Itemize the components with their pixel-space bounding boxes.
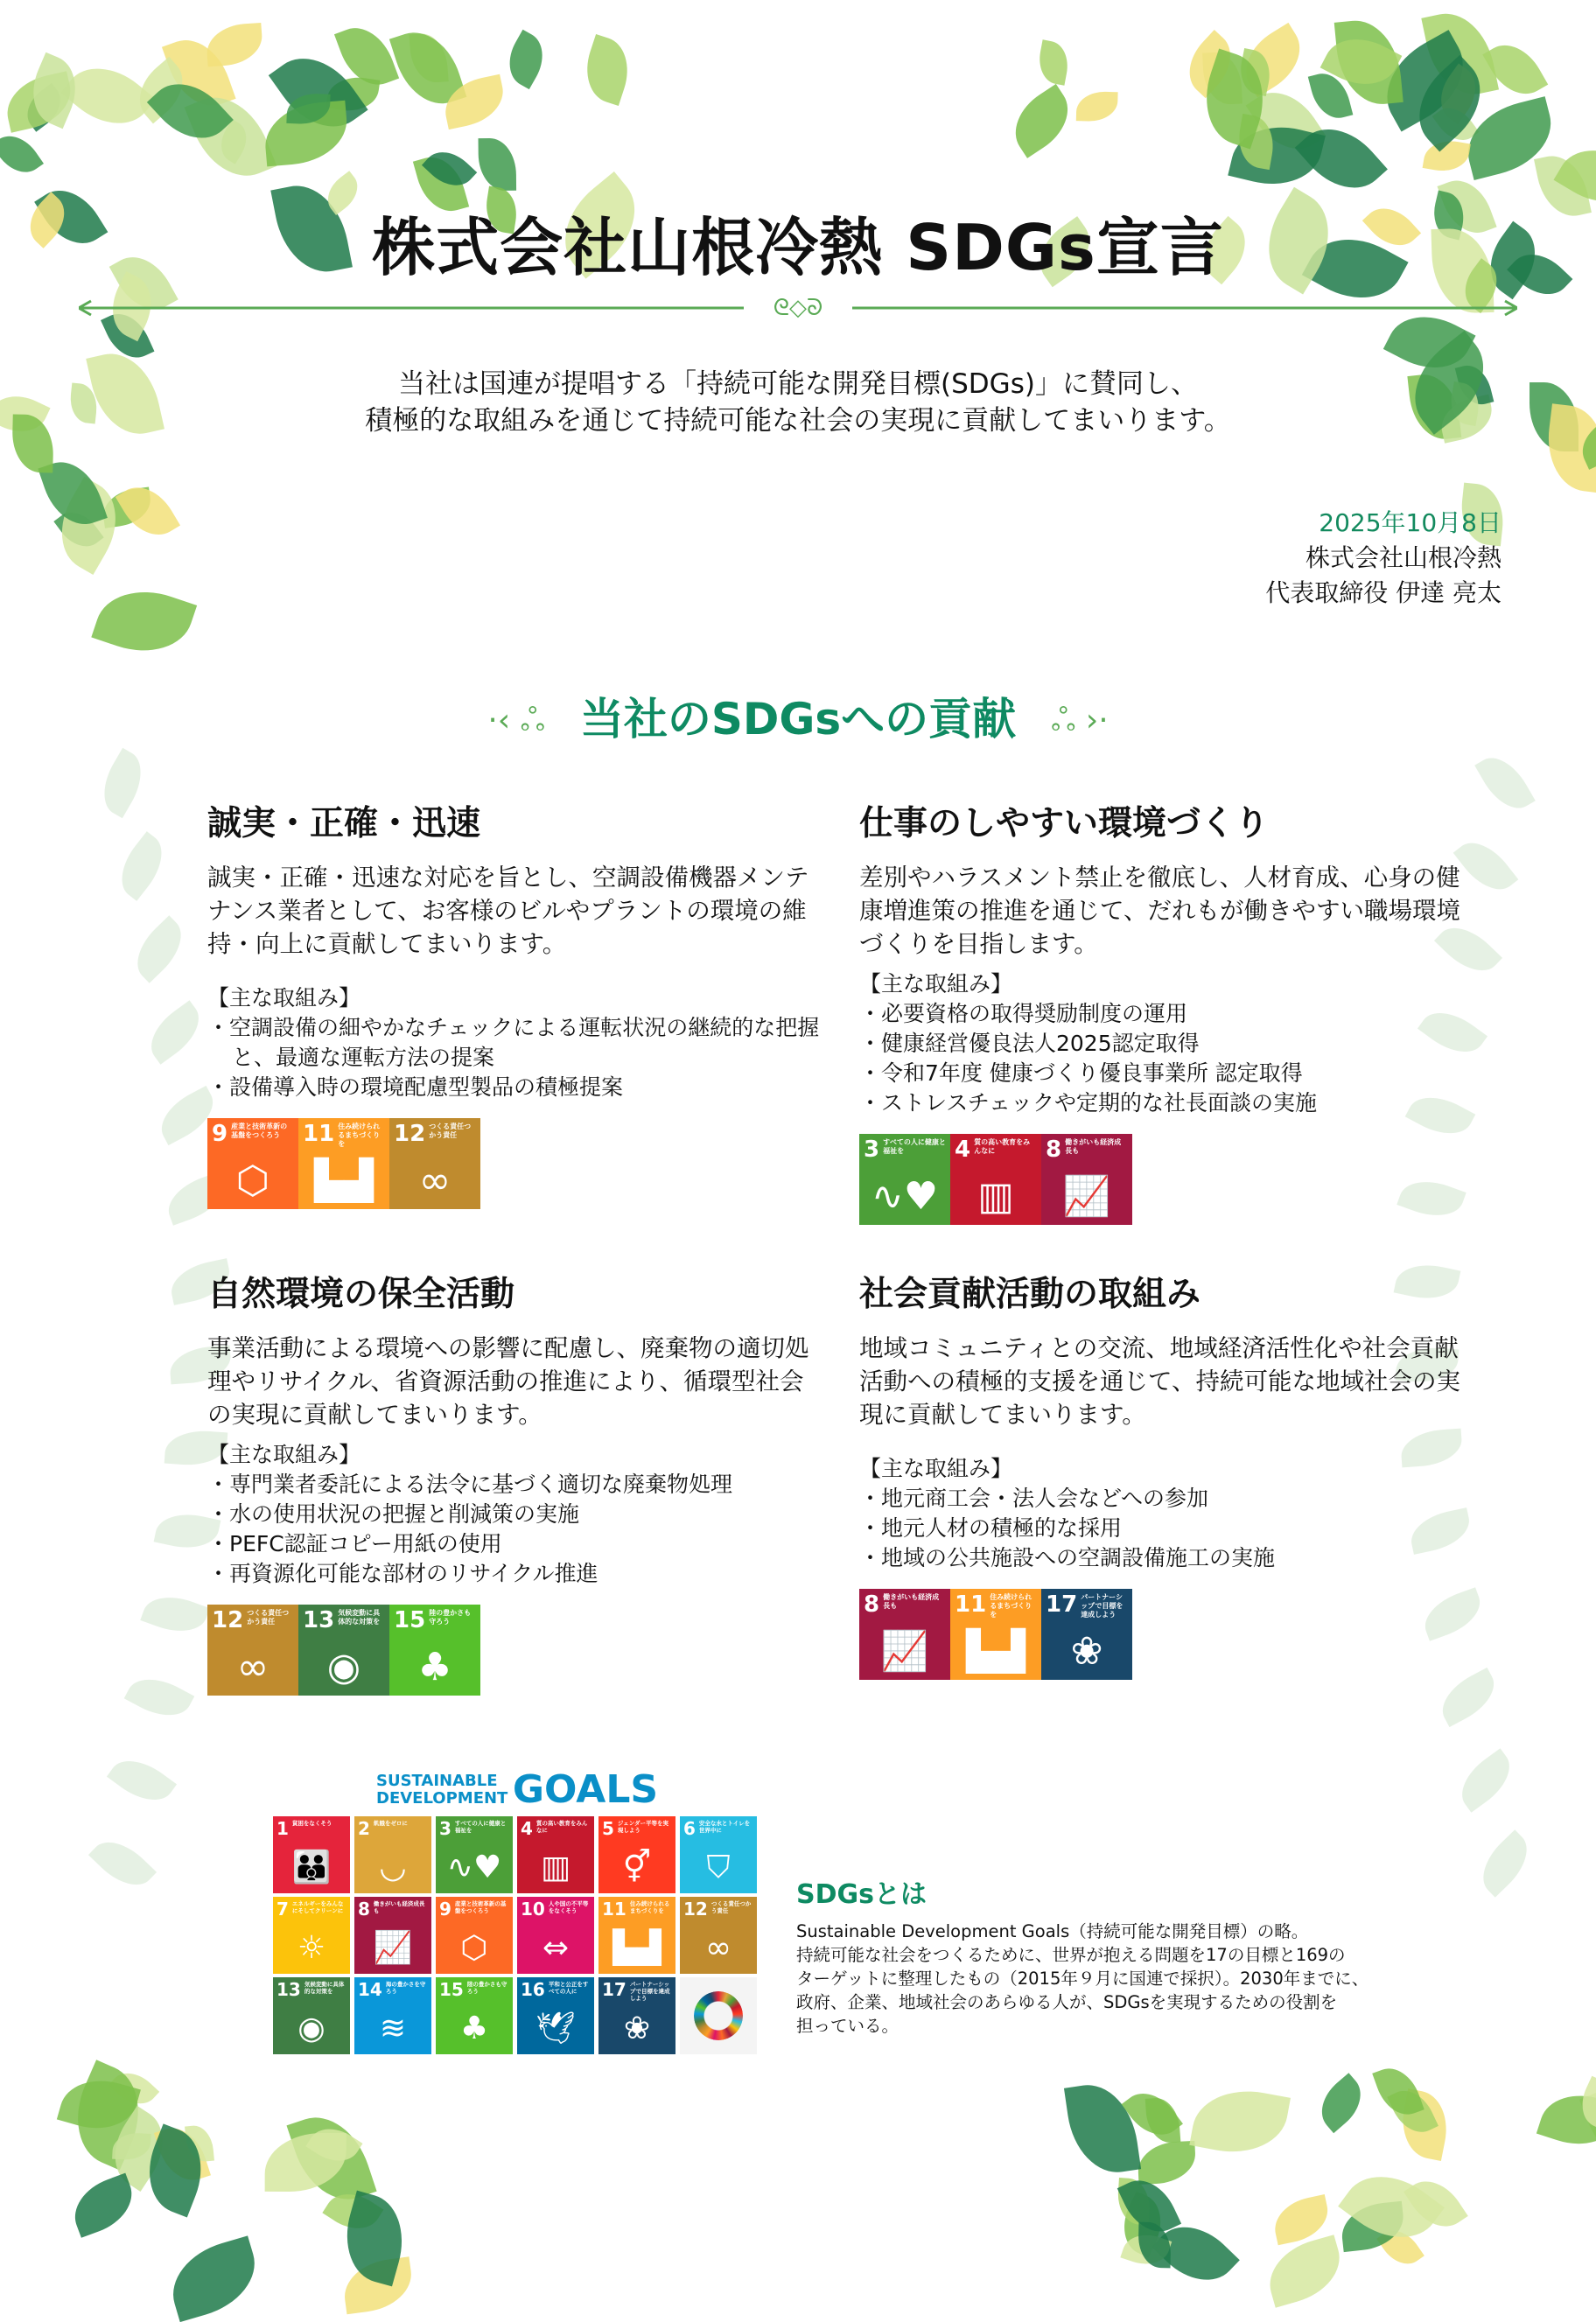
goal-number: 17 — [602, 1979, 626, 2000]
card-description: 誠実・正確・迅速な対応を旨とし、空調設備機器メンテナンス業者として、お客様のビルやプラントの環境の維持・向上に貢献してまいります。 — [207, 864, 809, 958]
leaf-icon — [162, 2236, 265, 2322]
laurel-leaf-icon — [92, 748, 153, 819]
goal-label: 陸の豊かさも守ろう — [466, 1981, 508, 1995]
goal-label: 住み続けられるまちづくりを — [990, 1593, 1032, 1619]
goal-number: 8 — [358, 1899, 370, 1920]
book-icon: ▥ — [977, 1174, 1014, 1219]
card-title: 仕事のしやすい環境づくり — [859, 804, 1270, 843]
goal-number: 2 — [358, 1818, 370, 1839]
initiatives-label: 【主な取組み】 — [859, 971, 1013, 997]
info-text: 政府、企業、地域社会のあらゆる人が、SDGsを実現するための役割を — [796, 1992, 1338, 2012]
goal-label: 飢餓をゼロに — [373, 1820, 408, 1827]
sdg-wheel-icon — [680, 1977, 757, 2054]
company-name: 株式会社山根冷熱 — [1305, 543, 1502, 572]
card-integrity — [207, 796, 820, 1209]
growth-icon: 📈 — [373, 1930, 413, 1966]
bowl-icon: ◡ — [379, 1850, 407, 1885]
city-icon: ▙▟ — [612, 1930, 662, 1966]
dove-icon: 🕊 — [536, 2011, 576, 2046]
goal-label: 陸の豊かさも守ろう — [429, 1609, 472, 1626]
list-item: ・地元商工会・法人会などへの参加 — [859, 1486, 1209, 1511]
fish-icon: ≋ — [379, 2011, 407, 2046]
goal-number: 8 — [1046, 1137, 1062, 1163]
card-environment — [207, 1267, 820, 1696]
initiatives-list — [859, 1484, 1472, 1573]
leaf-icon — [1310, 2073, 1372, 2133]
goal-number: 5 — [602, 1818, 614, 1839]
leaf-icon — [205, 23, 263, 66]
sdg-goal-12-tile — [207, 1605, 298, 1696]
goal-number: 10 — [521, 1899, 545, 1920]
initiatives-label: 【主な取組み】 — [859, 1456, 1013, 1481]
heartbeat-icon: ∿♥ — [446, 1850, 502, 1885]
goal-label: 働きがいも経済成長も — [883, 1593, 940, 1610]
goal-number: 7 — [276, 1899, 289, 1920]
goal-label: 貧困をなくそう — [291, 1820, 332, 1827]
sdg-goal-14-tile — [354, 1977, 431, 2054]
goal-number: 1 — [276, 1818, 289, 1839]
goal-label: 住み続けられるまちづくりを — [629, 1900, 670, 1914]
declaration-date: 2025年10月8日 — [1319, 508, 1502, 537]
sdg-icons — [859, 1589, 1472, 1680]
leaf-icon — [1035, 40, 1072, 87]
goal-label: 質の高い教育をみんなに — [536, 1820, 588, 1834]
sdg-icons — [207, 1118, 820, 1209]
list-item: ・健康経営優良法人2025認定取得 — [859, 1031, 1200, 1056]
sdg-goal-12-tile — [680, 1897, 757, 1974]
list-item: ・令和7年度 健康づくり優良事業所 認定取得 — [859, 1060, 1303, 1086]
sdg-goal-3-tile — [859, 1134, 950, 1225]
goal-number: 6 — [683, 1818, 696, 1839]
ornament-left-icon: ·‹ ஃ — [487, 702, 545, 738]
goal-label: 安全な水とトイレを世界中に — [698, 1820, 751, 1834]
goal-label: すべての人に健康と福祉を — [454, 1820, 507, 1834]
list-item: ・必要資格の取得奨励制度の運用 — [859, 1001, 1188, 1026]
info-text: Sustainable Development Goals（持続可能な開発目標）の略。 — [796, 1921, 1309, 1941]
sdg-goal-9-tile — [436, 1897, 513, 1974]
family-icon: 👪 — [291, 1850, 332, 1885]
cubes-icon: ⬡ — [460, 1930, 488, 1966]
laurel-leaf-icon — [125, 915, 193, 983]
list-item: ・再資源化可能な部材のリサイクル推進 — [207, 1561, 598, 1586]
initiatives-list — [207, 1470, 820, 1589]
laurel-leaf-icon — [1474, 748, 1536, 819]
list-item: ・水の使用状況の把握と削減策の実施 — [207, 1501, 580, 1527]
laurel-leaf-icon — [106, 1748, 176, 1813]
leaf-icon — [1189, 2081, 1291, 2162]
goal-number: 9 — [439, 1899, 452, 1920]
laurel-leaf-icon — [140, 1000, 210, 1065]
sdg-goal-11-tile — [950, 1589, 1041, 1680]
sdg-goal-8-tile — [859, 1589, 950, 1680]
goal-label: つくる責任つかう責任 — [247, 1609, 290, 1626]
goal-number: 15 — [439, 1979, 464, 2000]
goal-number: 16 — [521, 1979, 545, 2000]
card-community — [859, 1267, 1472, 1680]
list-item: ・ストレスチェックや定期的な社長面談の実施 — [859, 1090, 1318, 1116]
sun-icon: ☼ — [297, 1930, 326, 1966]
goal-label: 気候変動に具体的な対策を — [338, 1609, 381, 1626]
card-description: 差別やハラスメント禁止を徹底し、人材育成、心身の健康増進策の推進を通じて、だれもが働きやすい職場環境づくりを目指します。 — [859, 864, 1460, 958]
sdg-goal-8-tile — [1041, 1134, 1132, 1225]
sdg-goal-15-tile — [436, 1977, 513, 2054]
goal-number: 4 — [955, 1137, 971, 1163]
goal-number: 3 — [439, 1818, 452, 1839]
sdg-goal-2-tile — [354, 1816, 431, 1893]
sdg-goal-15-tile — [389, 1605, 480, 1696]
goal-number: 13 — [276, 1979, 301, 2000]
sdg-goal-12-tile — [389, 1118, 480, 1209]
leaf-icon — [1137, 2141, 1196, 2185]
leaf-icon — [1482, 34, 1548, 106]
sdg-goal-10-tile — [517, 1897, 594, 1974]
ornamental-divider — [79, 297, 1517, 318]
list-item: ・PEFC認証コピー用紙の使用 — [207, 1531, 502, 1556]
list-item: ・設備導入時の環境配慮型製品の積極提案 — [207, 1074, 624, 1100]
leaf-icon — [1064, 2079, 1141, 2178]
goal-label: パートナーシップで目標を達成しよう — [629, 1981, 670, 2002]
sdg-goal-11-tile — [298, 1118, 389, 1209]
initiatives-list — [859, 999, 1472, 1118]
goal-label: 産業と技術革新の基盤をつくろう — [231, 1123, 288, 1139]
sdg-icons — [859, 1134, 1472, 1225]
info-text: 担っている。 — [796, 2016, 900, 2036]
sdg-goal-16-tile — [517, 1977, 594, 2054]
goal-label: 働きがいも経済成長も — [1065, 1138, 1122, 1155]
list-item: ・地元人材の積極的な採用 — [859, 1515, 1123, 1541]
intro-line-1: 当社は国連が提唱する「持続可能な開発目標(SDGs)」に賛同し、 — [398, 368, 1198, 400]
tree-icon: ♣ — [459, 2011, 489, 2046]
sdg-goal-17-tile — [1041, 1589, 1132, 1680]
goal-label: 気候変動に具体的な対策を — [304, 1981, 345, 1995]
goal-label: 質の高い教育をみんなに — [974, 1138, 1031, 1155]
goal-number: 17 — [1046, 1591, 1078, 1618]
flower-icon: ❀ — [1070, 1629, 1103, 1674]
sdg-goal-4-tile — [517, 1816, 594, 1893]
initiatives-label: 【主な取組み】 — [207, 1442, 361, 1467]
goal-label: 平和と公正をすべての人に — [548, 1981, 589, 1995]
sdgs-logo: SUSTAINABLE DEVELOPMENT GOALS — [376, 1767, 659, 1812]
section-heading: ·‹ ஃ 当社のSDGsへの貢献 ஃ ›· — [487, 694, 1109, 745]
gender-icon: ⚥ — [622, 1850, 652, 1885]
goal-number: 3 — [864, 1137, 880, 1163]
goal-label: 人や国の不平等をなくそう — [548, 1900, 589, 1914]
info-text: ターゲットに整理したもの（2015年９月に国連で採択）。2030年までに、 — [796, 1969, 1369, 1989]
flower-icon: ❀ — [623, 2011, 651, 2046]
sdg-goal-7-tile — [273, 1897, 350, 1974]
leaf-icon — [577, 34, 637, 106]
goal-number: 11 — [602, 1899, 626, 1920]
eye-globe-icon: ◉ — [298, 2011, 326, 2046]
intro-line-2: 積極的な取組みを通じて持続可能な社会の実現に貢献してまいります。 — [365, 405, 1231, 437]
leaf-icon — [1002, 84, 1082, 158]
heartbeat-icon: ∿♥ — [871, 1174, 939, 1219]
laurel-leaf-icon — [108, 831, 174, 901]
goal-label: つくる責任つかう責任 — [429, 1123, 472, 1139]
infinity-icon: ∞ — [705, 1930, 732, 1966]
cubes-icon: ⬡ — [235, 1158, 270, 1203]
goal-number: 11 — [955, 1591, 987, 1618]
laurel-leaf-icon — [88, 1829, 157, 1897]
sdg-goal-3-tile — [436, 1816, 513, 1893]
leaf-icon — [479, 138, 516, 191]
sdgs-info — [796, 1872, 1461, 2038]
info-text: 持続可能な社会をつくるために、世界が抱える問題を17の目標と169の — [796, 1945, 1346, 1965]
laurel-leaf-icon — [140, 1587, 209, 1641]
goal-label: 産業と技術革新の基盤をつくろう — [454, 1900, 507, 1914]
sdg-goal-5-tile — [598, 1816, 676, 1893]
laurel-leaf-icon — [1451, 1748, 1521, 1813]
representative: 代表取締役 伊達 亮太 — [1265, 578, 1502, 607]
equality-icon: ⇔ — [542, 1930, 570, 1966]
goal-number: 4 — [521, 1818, 533, 1839]
sdg-goal-4-tile — [950, 1134, 1041, 1225]
goal-number: 11 — [303, 1121, 335, 1147]
goal-number: 9 — [212, 1121, 228, 1147]
goal-number: 12 — [683, 1899, 708, 1920]
svg-text:ᘓ◇ᘐ: ᘓ◇ᘐ — [773, 297, 823, 318]
sdg-goal-6-tile — [680, 1816, 757, 1893]
goal-label: 働きがいも経済成長も — [373, 1900, 425, 1914]
ornament-right-icon: ஃ ›· — [1051, 702, 1109, 738]
tree-icon: ♣ — [417, 1645, 452, 1689]
goal-number: 13 — [303, 1607, 335, 1633]
list-item: ・空調設備の細やかなチェックによる運転状況の継続的な把握と、最適な運転方法の提案 — [207, 1015, 820, 1070]
card-title: 誠実・正確・迅速 — [207, 804, 481, 843]
goal-label: つくる責任つかう責任 — [710, 1900, 752, 1914]
city-icon: ▙▟ — [314, 1158, 374, 1203]
goal-label: 住み続けられるまちづくりを — [338, 1123, 381, 1148]
goal-number: 8 — [864, 1591, 880, 1618]
growth-icon: 📈 — [880, 1629, 929, 1674]
goal-number: 14 — [358, 1979, 382, 2000]
leaf-icon — [1076, 91, 1118, 122]
card-title: 社会貢献活動の取組み — [859, 1275, 1201, 1314]
sdg-goal-13-tile — [298, 1605, 389, 1696]
list-item: ・専門業者委託による法令に基づく適切な廃棄物処理 — [207, 1472, 733, 1497]
goal-number: 12 — [394, 1121, 426, 1147]
leaf-icon — [0, 126, 44, 182]
card-workplace — [859, 796, 1472, 1225]
sdg-icons — [207, 1605, 820, 1696]
leaf-icon — [91, 577, 197, 666]
city-icon: ▙▟ — [966, 1629, 1026, 1674]
sdg-goal-1-tile — [273, 1816, 350, 1893]
sdgs-goal-grid — [273, 1816, 757, 2054]
initiatives-label: 【主な取組み】 — [207, 985, 361, 1011]
sdg-goal-11-tile — [598, 1897, 676, 1974]
sdg-goal-13-tile — [273, 1977, 350, 2054]
leaf-icon — [499, 30, 554, 90]
page-title: 株式会社山根冷熱 SDGs宣言 — [372, 211, 1224, 284]
sdg-goal-9-tile — [207, 1118, 298, 1209]
infinity-icon: ∞ — [418, 1158, 452, 1203]
card-description: 事業活動による環境への影響に配慮し、廃棄物の適切処理やリサイクル、省資源活動の推進により、循環型社会の実現に貢献してまいります。 — [207, 1334, 809, 1429]
info-title: SDGsとは — [796, 1879, 927, 1910]
goal-label: パートナーシップで目標を達成しよう — [1081, 1593, 1124, 1619]
laurel-leaf-icon — [1471, 1829, 1539, 1897]
goal-number: 12 — [212, 1607, 244, 1633]
goal-number: 15 — [394, 1607, 426, 1633]
goal-label: エネルギーをみんなにそしてクリーンに — [291, 1900, 344, 1914]
leaf-icon — [1260, 2235, 1348, 2308]
goal-label: すべての人に健康と福祉を — [883, 1138, 946, 1155]
initiatives-list — [207, 1013, 820, 1102]
sdg-goal-17-tile — [598, 1977, 676, 2054]
infinity-icon: ∞ — [236, 1645, 270, 1689]
goal-label: ジェンダー平等を実現しよう — [617, 1820, 669, 1834]
water-icon: ⛉ — [706, 1850, 731, 1885]
book-icon: ▥ — [540, 1850, 570, 1885]
card-description: 地域コミュニティとの交流、地域経済活性化や社会貢献活動への積極的支援を通じて、持続可能な地域社会の実現に貢献してまいります。 — [859, 1334, 1460, 1429]
laurel-leaf-icon — [124, 1668, 195, 1727]
growth-icon: 📈 — [1062, 1174, 1111, 1219]
list-item: ・地域の公共施設への空調設備施工の実施 — [859, 1545, 1276, 1570]
eye-globe-icon: ◉ — [326, 1645, 361, 1689]
goal-label: 海の豊かさを守ろう — [385, 1981, 426, 1995]
card-title: 自然環境の保全活動 — [207, 1275, 515, 1314]
sdg-goal-8-tile — [354, 1897, 431, 1974]
